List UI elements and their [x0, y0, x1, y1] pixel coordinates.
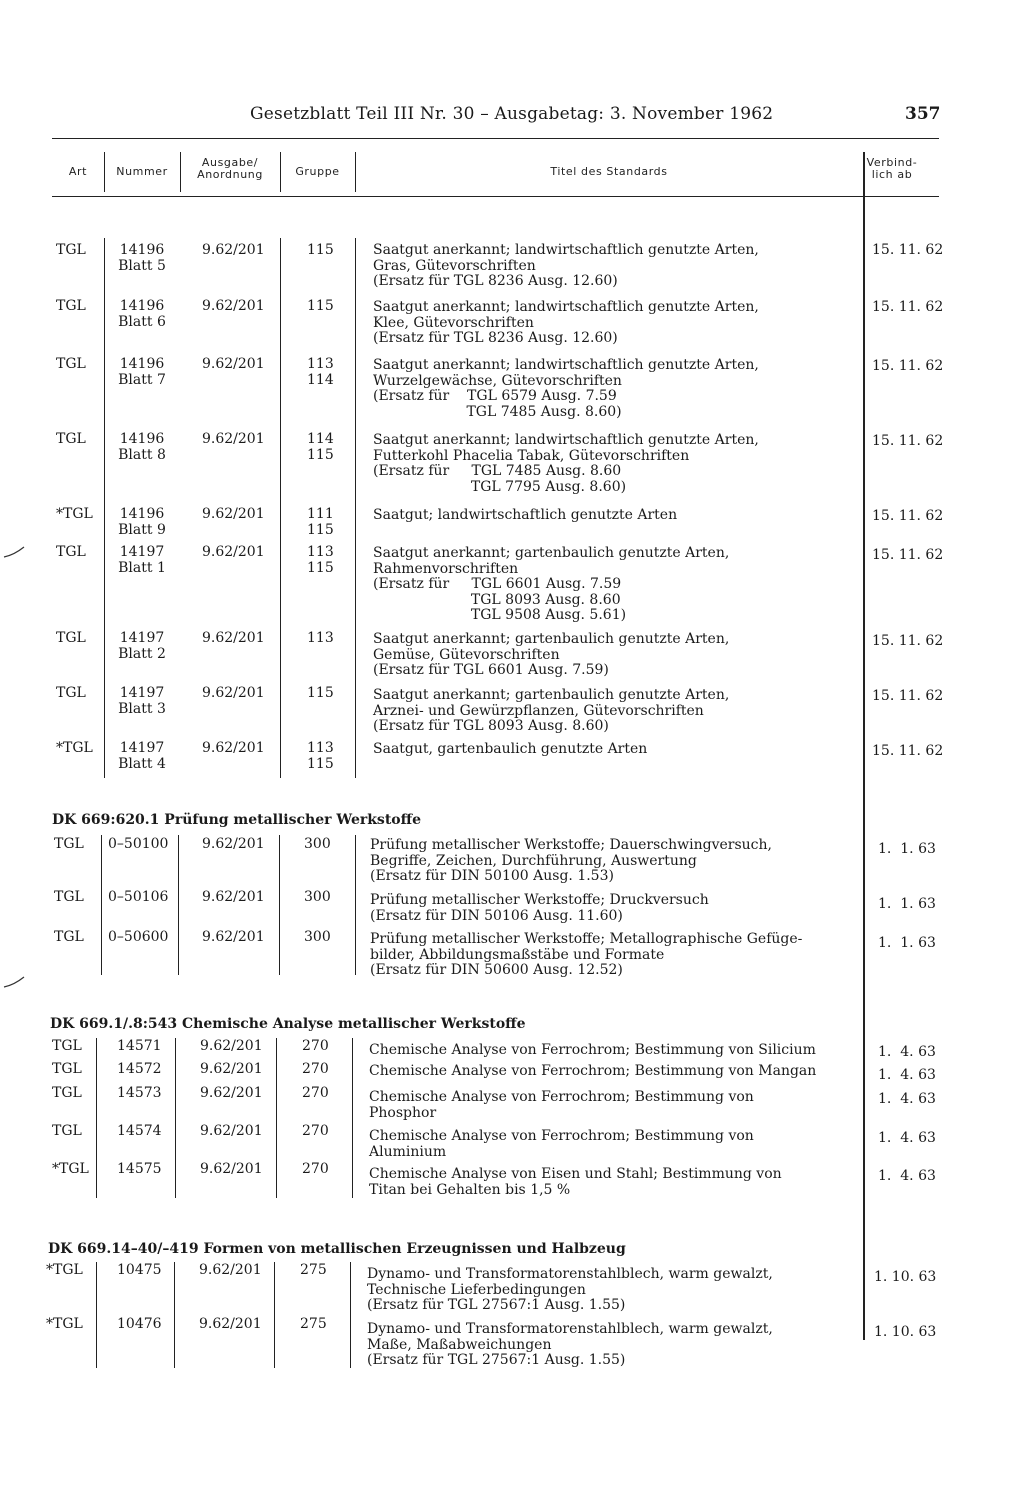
cell-nummer: 14571 — [117, 1038, 162, 1054]
cell-gruppe: 114 115 — [307, 431, 334, 463]
cell-ausgabe: 9.62/201 — [202, 356, 265, 372]
cell-titel: Dynamo- und Transformatorenstahlblech, warm gewalzt, Maße, Maßabweichungen (Ersatz für TGL 27567:1 Ausg. 1.55) — [367, 1321, 773, 1368]
page-header-title: Gesetzblatt Teil III Nr. 30 – Ausgabetag: 3. November 1962 — [250, 104, 774, 124]
cell-datum: 15. 11. 62 — [872, 433, 944, 449]
cell-gruppe: 270 — [302, 1061, 329, 1077]
col-rule — [178, 835, 179, 975]
col-header-ausgabe: Ausgabe/ Anordnung — [197, 156, 263, 181]
cell-datum: 1. 4. 63 — [878, 1130, 936, 1146]
cell-datum: 1. 1. 63 — [878, 935, 936, 951]
cell-titel: Chemische Analyse von Ferrochrom; Bestimmung von Phosphor — [369, 1089, 754, 1121]
section-heading: DK 669.1/.8:543 Chemische Analyse metallischer Werkstoffe — [50, 1016, 526, 1032]
cell-art: *TGL — [56, 740, 93, 756]
cell-gruppe: 113 115 — [307, 740, 334, 772]
cell-ausgabe: 9.62/201 — [202, 431, 265, 447]
cell-nummer: 14575 — [117, 1161, 162, 1177]
cell-datum: 1. 1. 63 — [878, 896, 936, 912]
cell-ausgabe: 9.62/201 — [202, 836, 265, 852]
cell-nummer: 14574 — [117, 1123, 162, 1139]
cell-titel: Chemische Analyse von Eisen und Stahl; Bestimmung von Titan bei Gehalten bis 1,5 % — [369, 1166, 782, 1198]
cell-titel: Saatgut anerkannt; landwirtschaftlich genutzte Arten, Futterkohl Phacelia Tabak, Gütevorschriften (Ersatz für TGL 7485 Ausg. 8.60 TGL 7795 Ausg. 8.60) — [373, 432, 759, 495]
header-top-rule — [52, 138, 939, 139]
cell-art: TGL — [52, 1085, 82, 1101]
cell-nummer: 0–50106 — [108, 889, 169, 905]
cell-art: TGL — [56, 242, 86, 258]
cell-datum: 1. 4. 63 — [878, 1067, 936, 1083]
cell-datum: 15. 11. 62 — [872, 358, 944, 374]
cell-ausgabe: 9.62/201 — [202, 242, 265, 258]
margin-mark-icon — [2, 545, 28, 561]
section-heading: DK 669:620.1 Prüfung metallischer Werkstoffe — [52, 812, 422, 828]
cell-ausgabe: 9.62/201 — [202, 630, 265, 646]
cell-gruppe: 113 115 — [307, 544, 334, 576]
col-rule — [352, 1038, 353, 1198]
cell-titel: Prüfung metallischer Werkstoffe; Metallographische Gefüge- bilder, Abbildungsmaßstäbe und Formate (Ersatz für DIN 50600 Ausg. 12.52) — [370, 931, 803, 978]
cell-gruppe: 115 — [307, 298, 334, 314]
cell-gruppe: 300 — [304, 889, 331, 905]
cell-art: TGL — [52, 1061, 82, 1077]
col-rule — [175, 1038, 176, 1198]
col-header-verbindlich: Verbind- lich ab — [866, 156, 918, 181]
cell-gruppe: 115 — [307, 685, 334, 701]
cell-gruppe: 111 115 — [307, 506, 334, 538]
cell-datum: 15. 11. 62 — [872, 547, 944, 563]
cell-nummer: 14197 Blatt 4 — [118, 740, 166, 772]
col-header-titel: Titel des Standards — [550, 165, 668, 178]
cell-art: *TGL — [46, 1316, 83, 1332]
cell-art: *TGL — [56, 506, 93, 522]
cell-nummer: 14572 — [117, 1061, 162, 1077]
cell-titel: Saatgut anerkannt; gartenbaulich genutzte Arten, Gemüse, Gütevorschriften (Ersatz für TGL 6601 Ausg. 7.59) — [373, 631, 730, 678]
cell-titel: Saatgut anerkannt; landwirtschaftlich genutzte Arten, Wurzelgewächse, Gütevorschriften (Ersatz für TGL 6579 Ausg. 7.59 TGL 7485 Ausg. 8.60) — [373, 357, 759, 420]
cell-gruppe: 270 — [302, 1038, 329, 1054]
cell-gruppe: 275 — [300, 1316, 327, 1332]
cell-nummer: 14573 — [117, 1085, 162, 1101]
cell-ausgabe: 9.62/201 — [202, 685, 265, 701]
cell-datum: 15. 11. 62 — [872, 242, 944, 258]
cell-gruppe: 113 — [307, 630, 334, 646]
cell-nummer: 14197 Blatt 3 — [118, 685, 166, 717]
col-rule — [355, 835, 356, 975]
cell-gruppe: 270 — [302, 1123, 329, 1139]
cell-art: TGL — [54, 889, 84, 905]
cell-gruppe: 270 — [302, 1161, 329, 1177]
cell-datum: 1. 4. 63 — [878, 1091, 936, 1107]
cell-datum: 1. 10. 63 — [874, 1269, 937, 1285]
cell-art: TGL — [52, 1038, 82, 1054]
cell-gruppe: 113 114 — [307, 356, 334, 388]
col-rule — [279, 835, 280, 975]
cell-ausgabe: 9.62/201 — [200, 1038, 263, 1054]
cell-titel: Saatgut anerkannt; gartenbaulich genutzte Arten, Arznei- und Gewürzpflanzen, Gütevorschriften (Ersatz für TGL 8093 Ausg. 8.60) — [373, 687, 730, 734]
col-header-art: Art — [68, 165, 88, 178]
cell-titel: Saatgut anerkannt; landwirtschaftlich genutzte Arten, Klee, Gütevorschriften (Ersatz für TGL 8236 Ausg. 12.60) — [373, 299, 759, 346]
cell-datum: 15. 11. 62 — [872, 688, 944, 704]
cell-art: TGL — [52, 1123, 82, 1139]
cell-ausgabe: 9.62/201 — [199, 1262, 262, 1278]
cell-art: TGL — [56, 298, 86, 314]
col-rule — [276, 1038, 277, 1198]
cell-art: TGL — [56, 544, 86, 560]
cell-nummer: 14196 Blatt 7 — [118, 356, 166, 388]
cell-gruppe: 115 — [307, 242, 334, 258]
col-rule — [96, 1262, 97, 1368]
cell-titel: Prüfung metallischer Werkstoffe; Druckversuch (Ersatz für DIN 50106 Ausg. 11.60) — [370, 892, 709, 924]
cell-titel: Saatgut anerkannt; landwirtschaftlich genutzte Arten, Gras, Gütevorschriften (Ersatz für TGL 8236 Ausg. 12.60) — [373, 242, 759, 289]
margin-mark-icon — [2, 975, 28, 991]
col-rule — [101, 835, 102, 975]
cell-datum: 1. 4. 63 — [878, 1044, 936, 1060]
col-rule — [96, 1038, 97, 1198]
cell-titel: Chemische Analyse von Ferrochrom; Bestimmung von Aluminium — [369, 1128, 754, 1160]
cell-art: *TGL — [52, 1161, 89, 1177]
cell-titel: Chemische Analyse von Ferrochrom; Bestimmung von Mangan — [369, 1063, 817, 1079]
cell-nummer: 14197 Blatt 2 — [118, 630, 166, 662]
cell-gruppe: 300 — [304, 929, 331, 945]
col-rule — [274, 1262, 275, 1368]
cell-nummer: 14196 Blatt 5 — [118, 242, 166, 274]
cell-ausgabe: 9.62/201 — [202, 544, 265, 560]
table-right-rule — [863, 152, 865, 1340]
col-rule — [174, 1262, 175, 1368]
cell-titel: Prüfung metallischer Werkstoffe; Dauerschwingversuch, Begriffe, Zeichen, Durchführung, Auswertung (Ersatz für DIN 50100 Ausg. 1.53) — [370, 837, 772, 884]
cell-ausgabe: 9.62/201 — [200, 1123, 263, 1139]
cell-art: TGL — [56, 685, 86, 701]
cell-art: TGL — [56, 356, 86, 372]
section-heading: DK 669.14–40/–419 Formen von metallischen Erzeugnissen und Halbzeug — [48, 1241, 626, 1257]
cell-datum: 15. 11. 62 — [872, 299, 944, 315]
cell-art: *TGL — [46, 1262, 83, 1278]
cell-titel: Dynamo- und Transformatorenstahlblech, warm gewalzt, Technische Lieferbedingungen (Ersatz für TGL 27567:1 Ausg. 1.55) — [367, 1266, 773, 1313]
cell-datum: 15. 11. 62 — [872, 508, 944, 524]
cell-titel: Saatgut; landwirtschaftlich genutzte Arten — [373, 507, 678, 523]
cell-nummer: 14197 Blatt 1 — [118, 544, 166, 576]
cell-art: TGL — [56, 630, 86, 646]
col-header-gruppe: Gruppe — [295, 165, 340, 178]
col-rule — [350, 1262, 351, 1368]
cell-ausgabe: 9.62/201 — [199, 1316, 262, 1332]
cell-nummer: 14196 Blatt 8 — [118, 431, 166, 463]
header-bottom-rule — [52, 196, 939, 197]
col-header-nummer: Nummer — [116, 165, 168, 178]
cell-gruppe: 300 — [304, 836, 331, 852]
cell-nummer: 14196 Blatt 6 — [118, 298, 166, 330]
cell-datum: 1. 1. 63 — [878, 841, 936, 857]
cell-ausgabe: 9.62/201 — [202, 506, 265, 522]
cell-art: TGL — [54, 836, 84, 852]
cell-gruppe: 270 — [302, 1085, 329, 1101]
cell-nummer: 14196 Blatt 9 — [118, 506, 166, 538]
cell-datum: 15. 11. 62 — [872, 633, 944, 649]
cell-nummer: 0–50600 — [108, 929, 169, 945]
page-number: 357 — [905, 104, 941, 124]
cell-art: TGL — [54, 929, 84, 945]
cell-gruppe: 275 — [300, 1262, 327, 1278]
cell-ausgabe: 9.62/201 — [200, 1061, 263, 1077]
cell-ausgabe: 9.62/201 — [200, 1161, 263, 1177]
cell-titel: Chemische Analyse von Ferrochrom; Bestimmung von Silicium — [369, 1042, 816, 1058]
col-rule — [355, 238, 356, 778]
cell-ausgabe: 9.62/201 — [202, 740, 265, 756]
cell-datum: 15. 11. 62 — [872, 743, 944, 759]
cell-datum: 1. 10. 63 — [874, 1324, 937, 1340]
cell-nummer: 10476 — [117, 1316, 162, 1332]
cell-titel: Saatgut anerkannt; gartenbaulich genutzte Arten, Rahmenvorschriften (Ersatz für TGL 6601 Ausg. 7.59 TGL 8093 Ausg. 8.60 TGL 9508 Ausg. 5.61) — [373, 545, 730, 623]
cell-ausgabe: 9.62/201 — [202, 929, 265, 945]
cell-ausgabe: 9.62/201 — [202, 889, 265, 905]
col-rule — [280, 238, 281, 778]
cell-datum: 1. 4. 63 — [878, 1168, 936, 1184]
cell-ausgabe: 9.62/201 — [200, 1085, 263, 1101]
cell-nummer: 0–50100 — [108, 836, 169, 852]
cell-titel: Saatgut, gartenbaulich genutzte Arten — [373, 741, 648, 757]
cell-art: TGL — [56, 431, 86, 447]
cell-ausgabe: 9.62/201 — [202, 298, 265, 314]
cell-nummer: 10475 — [117, 1262, 162, 1278]
